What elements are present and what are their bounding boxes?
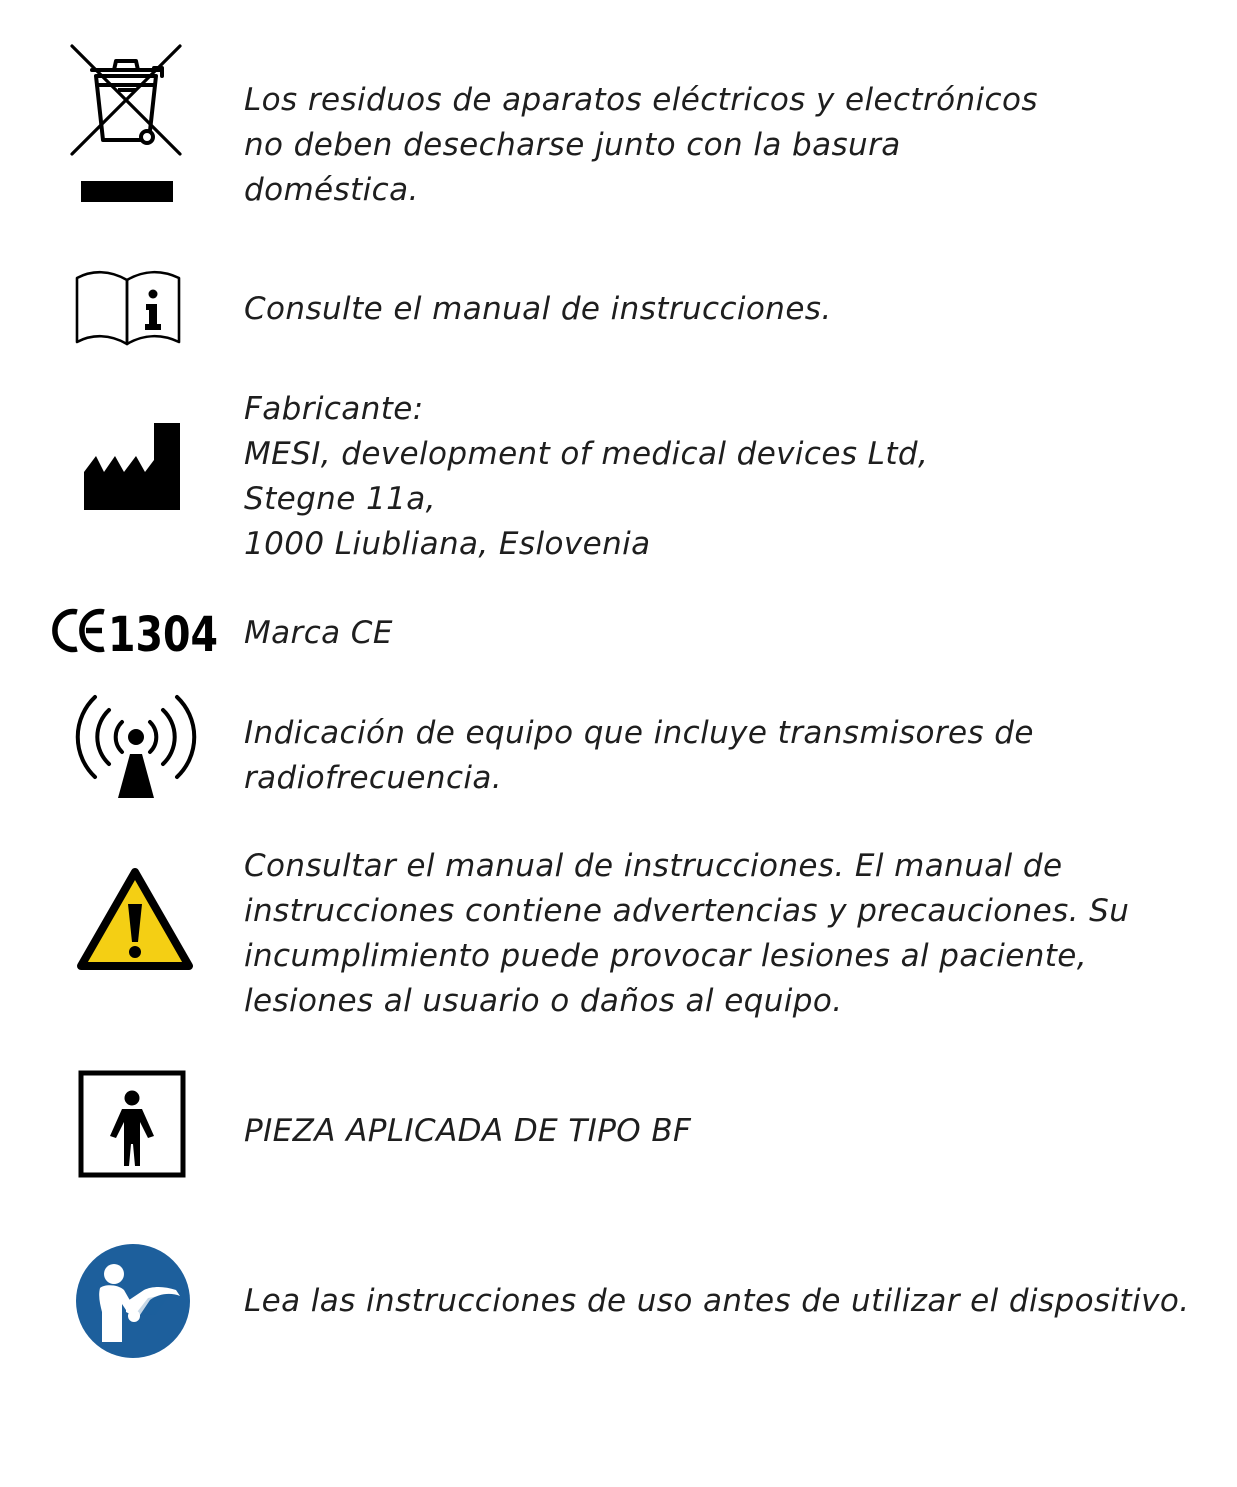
weee-disposal-text <box>244 78 1038 213</box>
text-line: Indicación de equipo que incluye transmisores de <box>244 715 1034 751</box>
text-line: no deben desecharse junto con la basura <box>244 127 901 163</box>
text-line: Fabricante: <box>244 391 424 427</box>
read-instructions-text <box>244 1279 1190 1324</box>
text-line: Stegne 11a, <box>244 481 436 517</box>
text-line: PIEZA APLICADA DE TIPO BF <box>244 1113 692 1149</box>
ce-mark-text <box>244 611 393 656</box>
text-line: lesiones al usuario o daños al equipo. <box>244 983 843 1019</box>
warning-text <box>244 844 1129 1024</box>
ce-mark-icon <box>46 600 226 663</box>
bf-applied-part-text <box>244 1109 691 1154</box>
weee-crossed-bin-icon <box>66 40 188 206</box>
text-line: 1000 Liubliana, Eslovenia <box>244 526 651 562</box>
read-instructions-mandatory-icon <box>74 1242 192 1360</box>
text-line: Consulte el manual de instrucciones. <box>244 291 832 327</box>
type-bf-applied-part-icon <box>78 1070 188 1180</box>
text-line: Los residuos de aparatos eléctricos y electrónicos <box>244 82 1038 118</box>
text-line: Consultar el manual de instrucciones. El manual de <box>244 848 1063 884</box>
ce-notified-body-number: 1304 <box>108 607 218 663</box>
text-line: radiofrecuencia. <box>244 760 503 796</box>
text-line: instrucciones contiene advertencias y precauciones. Su <box>244 893 1130 929</box>
consult-manual-text <box>244 287 832 332</box>
text-line: MESI, development of medical devices Ltd, <box>244 436 929 472</box>
radio-transmitter-text <box>244 711 1034 801</box>
text-line: Marca CE <box>244 615 393 651</box>
text-line: doméstica. <box>244 172 419 208</box>
text-line: incumplimiento puede provocar lesiones al paciente, <box>244 938 1088 974</box>
consult-manual-info-icon <box>74 268 182 350</box>
manufacturer-text <box>244 387 928 567</box>
manufacturer-factory-icon <box>82 420 182 512</box>
warning-triangle-icon <box>76 866 194 972</box>
non-ionizing-radiation-icon <box>72 692 200 800</box>
text-line: Lea las instrucciones de uso antes de utilizar el dispositivo. <box>244 1283 1190 1319</box>
